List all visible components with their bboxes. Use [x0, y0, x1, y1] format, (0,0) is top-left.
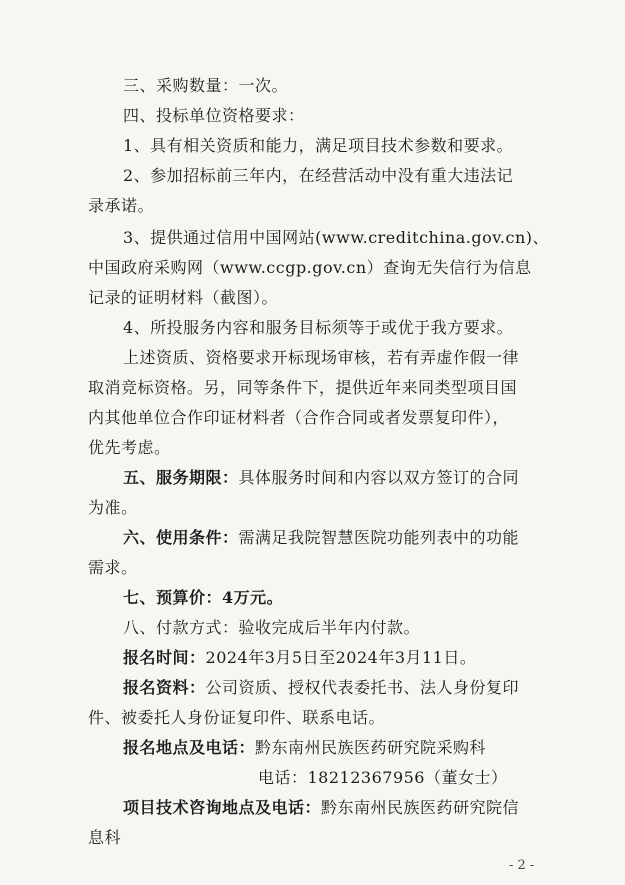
section-payment-method: 八、付款方式：验收完成后半年内付款。 — [123, 618, 421, 637]
section-service-period-cont: 为准。 — [88, 498, 138, 517]
qualification-item-3: 3、提供通过信用中国网站(www.creditchina.gov.cn)、 — [123, 228, 549, 247]
page-number: - 2 - — [509, 858, 535, 873]
technical-consultation — [123, 797, 519, 819]
qualification-item-2: 2、参加招标前三年内，在经营活动中没有重大违法记 — [123, 166, 514, 185]
section-text: 公司资质、授权代表委托书、法人身份复印 — [205, 678, 520, 697]
section-label: 项目技术咨询地点及电话： — [123, 798, 322, 817]
section-text: 具体服务时间和内容以双方签订的合同 — [238, 468, 520, 487]
section-bidder-qualifications: 四、投标单位资格要求： — [123, 106, 305, 125]
qualification-item-2-cont: 录承诺。 — [88, 196, 155, 215]
section-text: 需满足我院智慧医院功能列表中的功能 — [238, 528, 520, 547]
section-label: 六、使用条件： — [123, 528, 239, 547]
qualification-note-cont: 内其他单位合作印证材料者（合作合同或者发票复印件）， — [88, 408, 510, 427]
qualification-note-cont: 取消竞标资格。另，同等条件下，提供近年来同类型项目国 — [88, 378, 518, 397]
section-text: 黔东南州民族医药研究院采购科 — [255, 738, 487, 757]
qualification-item-3-cont: 中国政府采购网（www.ccgp.gov.cn）查询无失信行为信息 — [88, 258, 532, 277]
section-budget: 七、预算价：4万元。 — [123, 588, 284, 607]
section-text: 2024年3月5日至2024年3月11日。 — [205, 648, 477, 667]
section-label: 五、服务期限： — [123, 468, 239, 487]
registration-materials-cont: 件、被委托人身份证复印件、联系电话。 — [88, 708, 386, 727]
section-label: 报名时间： — [123, 648, 206, 667]
qualification-item-3-cont: 记录的证明材料（截图）。 — [88, 288, 279, 307]
registration-materials — [123, 677, 519, 699]
qualification-item-4: 4、所投服务内容和服务目标须等于或优于我方要求。 — [123, 318, 514, 337]
section-text: 黔东南州民族医药研究院信 — [321, 798, 520, 817]
qualification-item-1: 1、具有相关资质和能力，满足项目技术参数和要求。 — [123, 136, 514, 155]
qualification-note: 上述资质、资格要求开标现场审核，若有弄虚作假一律 — [123, 348, 520, 367]
technical-consultation-cont: 息科 — [88, 828, 122, 847]
section-label: 报名地点及电话： — [123, 738, 256, 757]
section-usage-conditions — [123, 527, 519, 549]
registration-time — [123, 647, 476, 669]
registration-location — [123, 737, 486, 759]
section-usage-conditions-cont: 需求。 — [88, 558, 138, 577]
registration-phone: 电话：18212367956（董女士） — [258, 768, 508, 787]
section-label: 报名资料： — [123, 678, 206, 697]
qualification-note-cont: 优先考虑。 — [88, 438, 171, 457]
section-service-period — [123, 467, 519, 489]
section-purchase-quantity: 三、采购数量：一次。 — [123, 76, 289, 95]
